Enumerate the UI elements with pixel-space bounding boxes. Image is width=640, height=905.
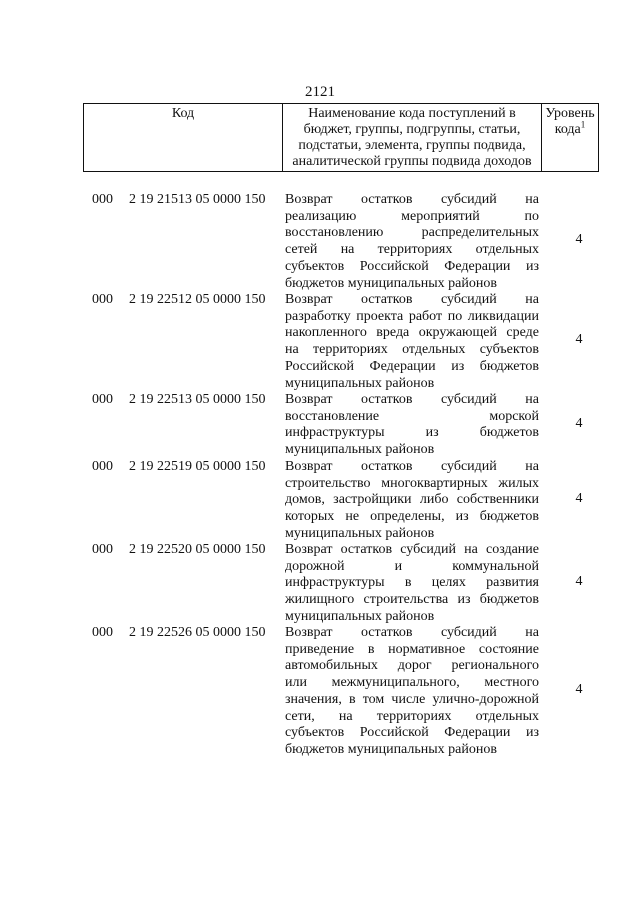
name-line: субъектов Российской Федерации из — [285, 725, 539, 741]
header-level-line1: Уровень — [545, 106, 595, 121]
name-line: муниципальных районов — [285, 375, 435, 391]
name-line: дорожной и коммунальной — [285, 558, 539, 574]
name-line: субъектов Российской Федерации из — [285, 258, 539, 274]
header-code — [84, 104, 283, 172]
admin-code: 000 — [92, 192, 113, 207]
name-line: сети, на территориях отдельных — [285, 708, 539, 724]
revenue-name — [285, 459, 539, 543]
admin-code: 000 — [92, 392, 113, 407]
name-line: бюджетов муниципальных районов — [285, 275, 497, 291]
revenue-name — [285, 542, 539, 626]
revenue-name — [285, 392, 539, 459]
level-value: 4 — [575, 416, 583, 431]
name-line: Возврат остатков субсидий на создание — [285, 542, 539, 557]
name-line: накопленного вреда окружающей среде — [285, 325, 539, 341]
name-line: инфраструктуры в целях развития — [285, 575, 539, 591]
level-value: 4 — [575, 574, 583, 589]
name-line: сетей на территориях отдельных — [285, 242, 539, 258]
level-value: 4 — [575, 332, 583, 347]
name-line: на территориях отдельных субъектов — [285, 342, 539, 358]
header-name-line: подстатьи, элемента, группы подвида, — [298, 138, 526, 153]
header-level-word: кода — [554, 122, 581, 137]
revenue-code: 2 19 21513 05 0000 150 — [129, 192, 266, 207]
footnote-marker: 1 — [580, 119, 586, 130]
header-level-line2 — [544, 119, 596, 138]
name-line: муниципальных районов — [285, 608, 435, 624]
name-line: которых не определены, из бюджетов — [285, 509, 539, 525]
header-table — [83, 103, 599, 172]
revenue-name — [285, 292, 539, 392]
name-line: строительство многоквартирных жилых — [285, 475, 539, 491]
admin-code: 000 — [92, 625, 113, 640]
revenue-code: 2 19 22520 05 0000 150 — [129, 542, 266, 557]
name-line: или межмуниципального, местного — [285, 675, 539, 691]
revenue-code: 2 19 22526 05 0000 150 — [129, 625, 266, 640]
header-name-line: Наименование кода поступлений в — [308, 106, 516, 121]
revenue-code: 2 19 22519 05 0000 150 — [129, 459, 266, 474]
name-line: значения, в том числе улично-дорожной — [285, 691, 539, 707]
admin-code: 000 — [92, 542, 113, 557]
header-level — [542, 104, 599, 172]
header-code-label: Код — [171, 106, 195, 121]
name-line: жилищного строительства из бюджетов — [285, 592, 539, 608]
name-line: Российской Федерации из бюджетов — [285, 358, 539, 374]
revenue-code: 2 19 22512 05 0000 150 — [129, 292, 266, 307]
level-value: 4 — [575, 682, 583, 697]
name-line: разработку проекта работ по ликвидации — [285, 308, 539, 324]
header-name — [283, 104, 542, 172]
revenue-name — [285, 625, 539, 759]
name-line: Возврат остатков субсидий на — [285, 192, 539, 207]
name-line: муниципальных районов — [285, 442, 435, 458]
revenue-code: 2 19 22513 05 0000 150 — [129, 392, 266, 407]
name-line: бюджетов муниципальных районов — [285, 741, 497, 757]
name-line: Возврат остатков субсидий на — [285, 459, 539, 474]
admin-code: 000 — [92, 292, 113, 307]
page-number: 2121 — [305, 84, 335, 100]
name-line: восстановление морской — [285, 408, 539, 424]
name-line: автомобильных дорог регионального — [285, 658, 539, 674]
header-name-line: аналитической группы подвида доходов — [292, 154, 532, 169]
name-line: домов, застройщики либо собственники — [285, 492, 539, 508]
name-line: Возврат остатков субсидий на — [285, 292, 539, 307]
header-name-line: бюджет, группы, подгруппы, статьи, — [303, 122, 521, 137]
name-line: Возврат остатков субсидий на — [285, 392, 539, 407]
header-row — [84, 104, 599, 172]
revenue-name — [285, 192, 539, 292]
name-line: приведение в нормативное состояние — [285, 641, 539, 657]
name-line: муниципальных районов — [285, 525, 435, 541]
level-value: 4 — [575, 491, 583, 506]
name-line: реализацию мероприятий по — [285, 208, 539, 224]
name-line: Возврат остатков субсидий на — [285, 625, 539, 640]
name-line: восстановлению распределительных — [285, 225, 539, 241]
name-line: инфраструктуры из бюджетов — [285, 425, 539, 441]
admin-code: 000 — [92, 459, 113, 474]
level-value: 4 — [575, 232, 583, 247]
